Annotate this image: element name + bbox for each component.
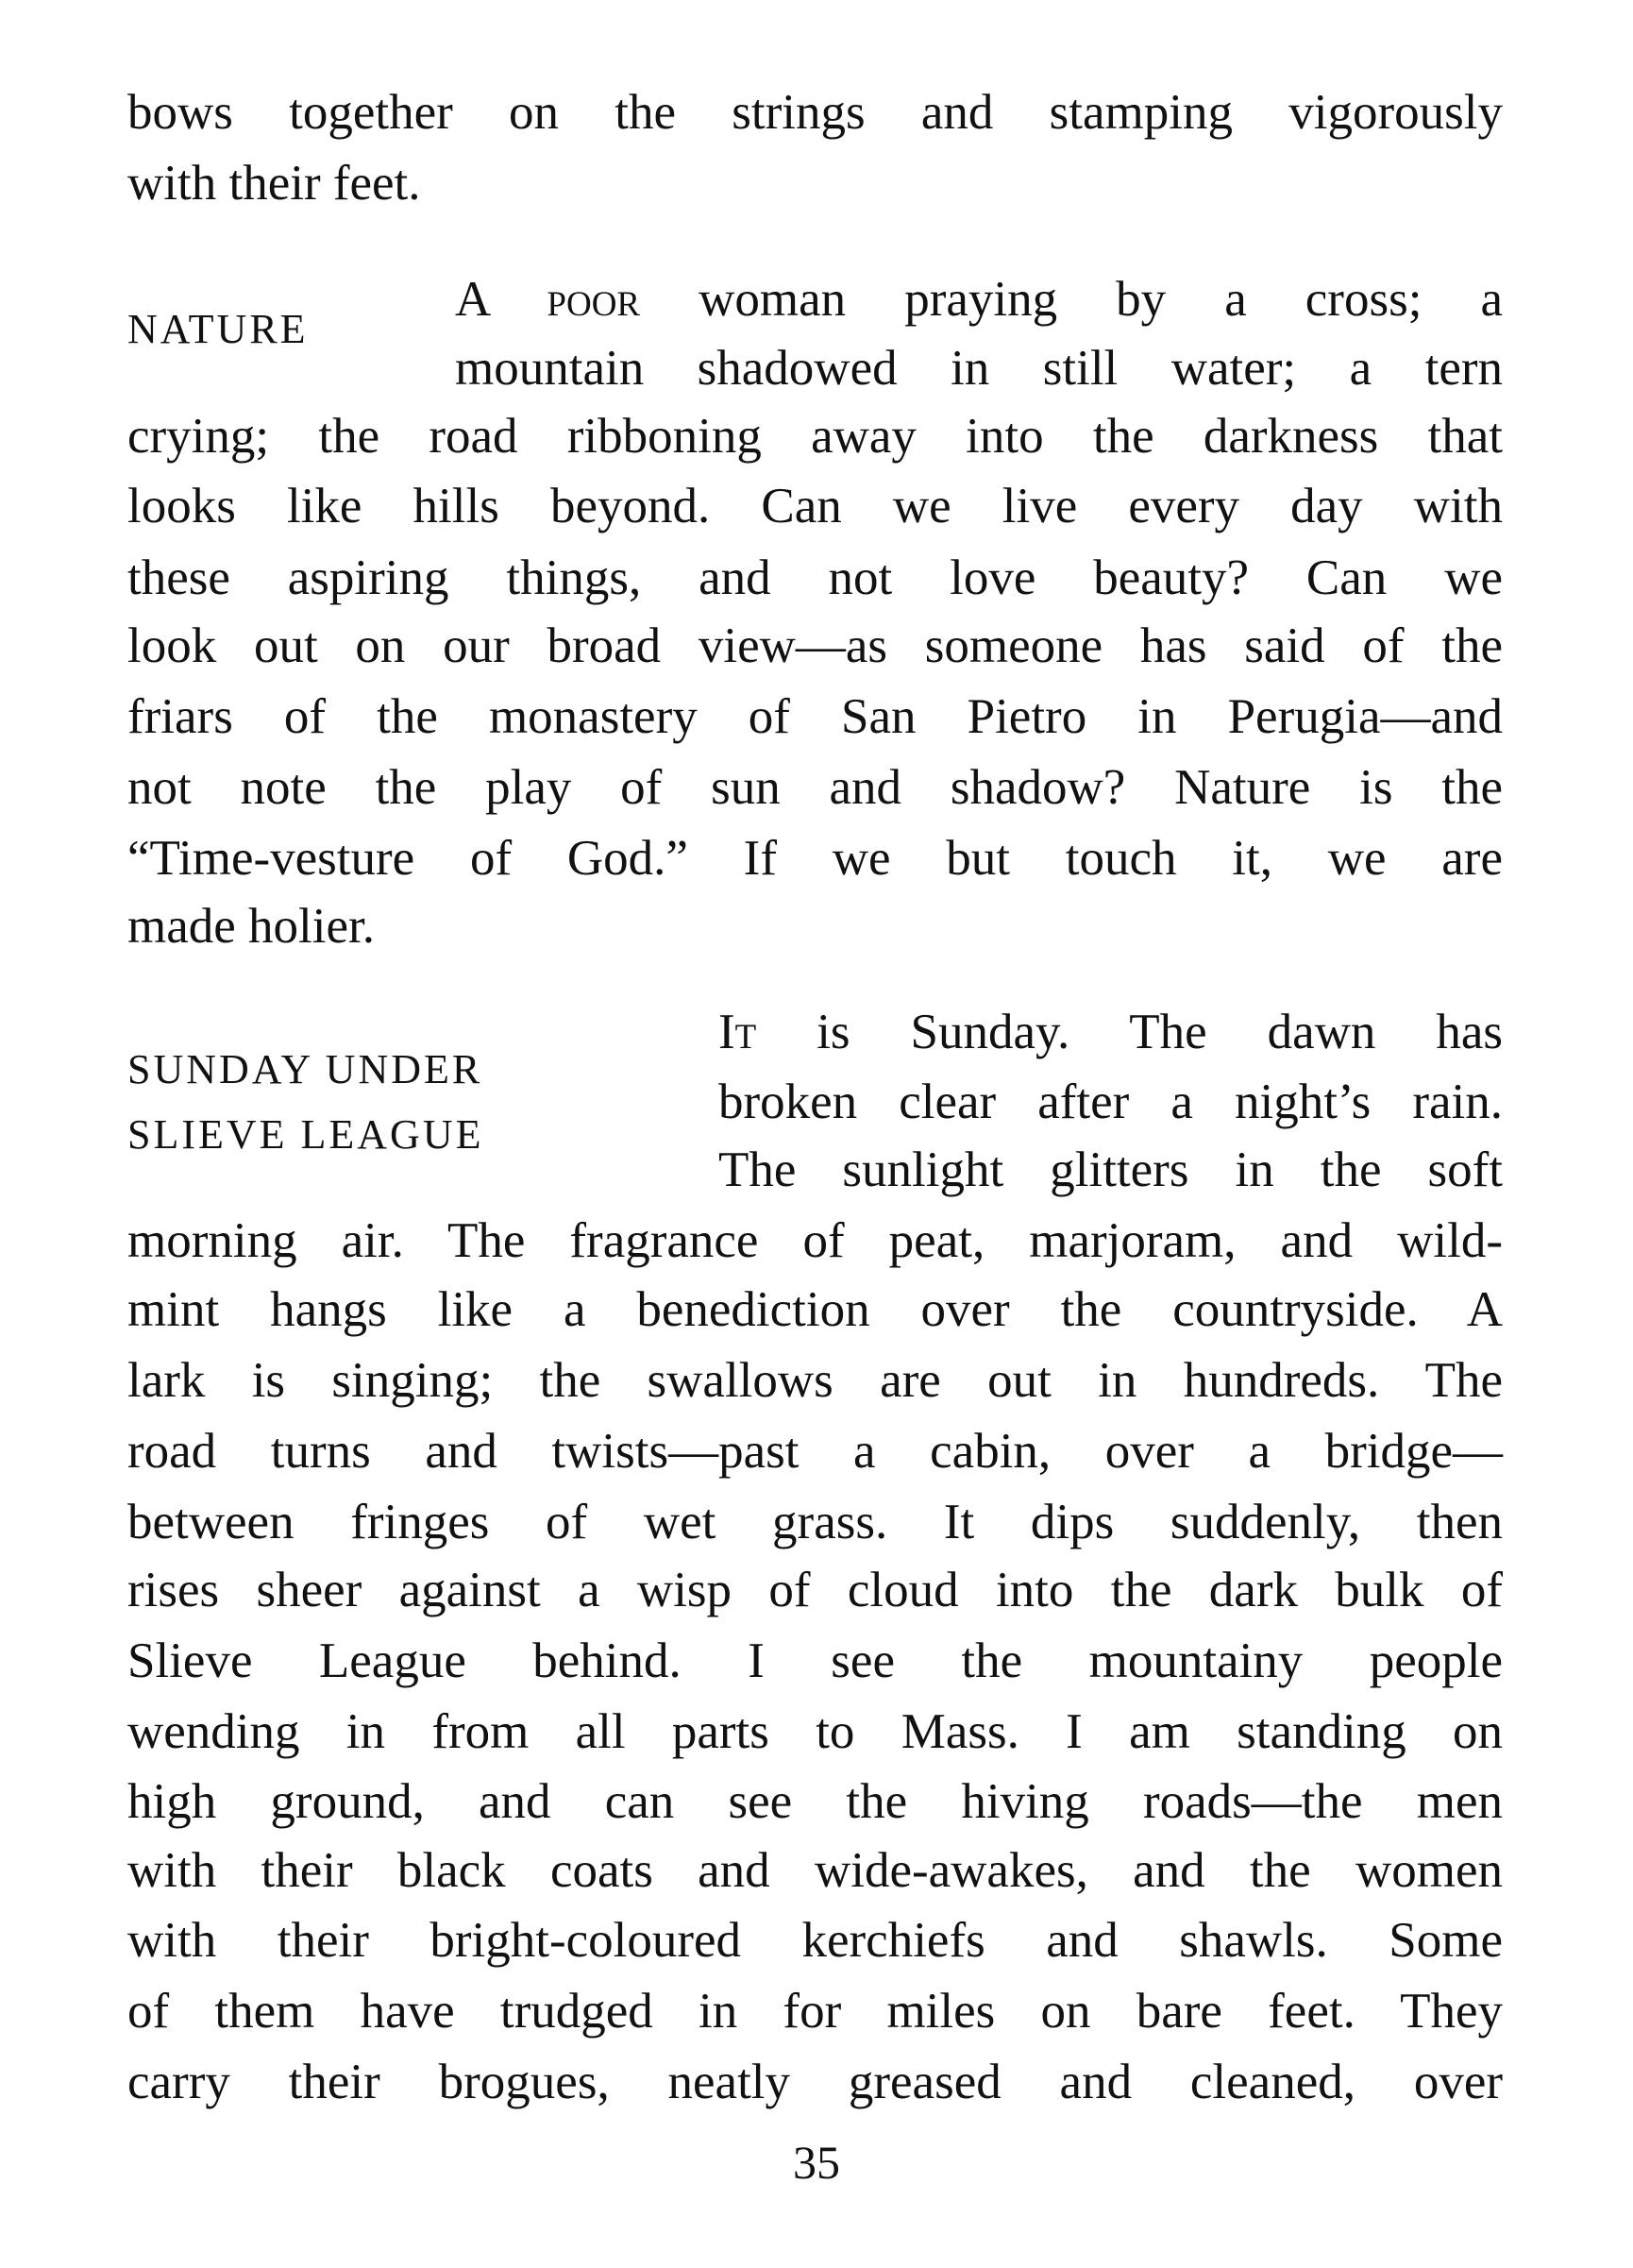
text-run: look out on our broad view—as someone has said of the — [127, 618, 1503, 673]
text-line — [127, 1276, 1503, 1344]
text-line — [718, 1136, 1503, 1204]
text-line — [127, 544, 1503, 612]
text-run: with their black coats and wide-awakes, and the women — [127, 1843, 1503, 1898]
text-run: not note the play of sun and shadow? Nature is the — [127, 760, 1503, 815]
text-line — [127, 402, 1503, 470]
text-line — [127, 824, 1503, 892]
margin-heading: SLIEVE LEAGUE — [127, 1111, 484, 1158]
text-run: broken clear after a night’s rain. — [718, 1075, 1503, 1129]
text-run: with their feet. — [127, 156, 421, 211]
text-line — [127, 2048, 1503, 2116]
text-line — [718, 1068, 1503, 1136]
text-run: with their bright-coloured kerchiefs and shawls. Some — [127, 1913, 1503, 1968]
margin-heading: NATURE — [127, 306, 309, 352]
text-line — [127, 1627, 1503, 1695]
text-run: woman praying by a cross; a — [640, 272, 1503, 327]
text-run: of them have trudged in for miles on bare feet. They — [127, 1984, 1503, 2039]
text-run: “Time-vesture of God.” If we but touch it, we are — [127, 831, 1503, 886]
text-line — [127, 78, 1503, 146]
text-run: bows together on the strings and stamping vigorously — [127, 85, 1503, 140]
text-line — [127, 1977, 1503, 2045]
text-run: A — [455, 272, 547, 327]
text-run: carry their brogues, neatly greased and cleaned, over — [127, 2055, 1503, 2109]
text-run: looks like hills beyond. Can we live every day with — [127, 479, 1503, 533]
text-line — [127, 892, 1503, 960]
text-run: Slieve League behind. I see the mountainy people — [127, 1633, 1503, 1688]
margin-heading: SUNDAY UNDER — [127, 1046, 483, 1092]
text-line — [127, 1488, 1503, 1556]
small-caps-text: poor — [547, 272, 641, 327]
text-line — [127, 472, 1503, 540]
text-run: wending in from all parts to Mass. I am standing on — [127, 1704, 1503, 1759]
text-run: mint hangs like a benediction over the countryside. A — [127, 1282, 1503, 1337]
page-number: 35 — [793, 2136, 840, 2189]
text-run: rises sheer against a wisp of cloud into the dark bulk of — [127, 1563, 1503, 1617]
text-line — [127, 1768, 1503, 1836]
text-run: morning air. The fragrance of peat, marjoram, and wild- — [127, 1213, 1503, 1268]
text-line — [127, 1417, 1503, 1485]
text-run: lark is singing; the swallows are out in hundreds. The — [127, 1353, 1503, 1408]
text-line — [127, 1346, 1503, 1414]
text-run: these aspiring things, and not love beauty? Can we — [127, 550, 1503, 605]
text-line — [455, 334, 1503, 402]
text-run: between fringes of wet grass. It dips suddenly, then — [127, 1495, 1503, 1549]
text-line — [127, 1906, 1503, 1974]
text-line — [127, 1698, 1503, 1766]
text-run: The sunlight glitters in the soft — [718, 1142, 1503, 1197]
text-run: friars of the monastery of San Pietro in Perugia—and — [127, 689, 1503, 744]
text-run: high ground, and can see the hiving roads—the men — [127, 1774, 1503, 1829]
text-line — [127, 1556, 1503, 1624]
text-run: mountain shadowed in still water; a tern — [455, 341, 1503, 396]
text-line — [127, 149, 1503, 217]
text-line — [455, 265, 1503, 333]
text-run: I — [718, 1005, 735, 1059]
text-run: is Sunday. The dawn has — [756, 1005, 1503, 1059]
text-run: crying; the road ribboning away into the darkness that — [127, 409, 1503, 464]
text-line — [127, 612, 1503, 680]
text-line — [127, 1207, 1503, 1275]
text-run: made holier. — [127, 899, 375, 954]
text-line — [718, 998, 1503, 1066]
text-line — [127, 1836, 1503, 1904]
small-caps-text: t — [734, 1005, 757, 1059]
text-line — [127, 753, 1503, 821]
text-line — [127, 683, 1503, 751]
text-run: road turns and twists—past a cabin, over a bridge— — [127, 1424, 1503, 1479]
